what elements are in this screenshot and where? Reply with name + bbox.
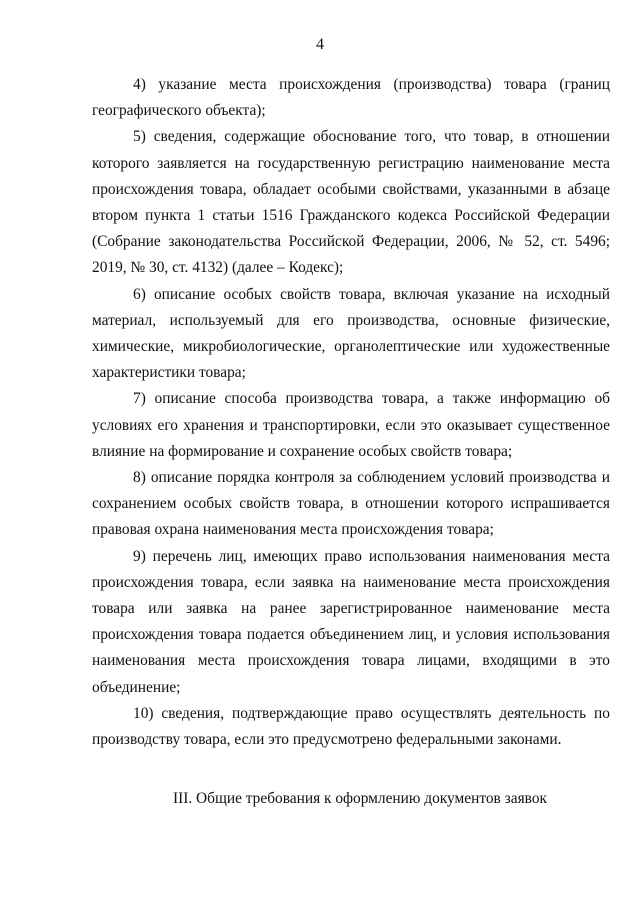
list-item-7: 7) описание способа производства товара, а также информацию об условиях его хранения и транспортировки, если это оказывает существенное влияние на формирование и сохранение особых свойств товара; (92, 390, 610, 460)
document-body (92, 72, 610, 753)
list-item-5: 5) сведения, содержащие обоснование того, что товар, в отношении которого заявляется на государственную регистрацию наименование места происхождения товара, обладает особыми свойствами, указанными в абзаце втором пункта 1 статьи 1516 Гражданского кодекса Российской Федерации (Собрание законодательства Российской Федерации, 2006, № 52, ст. 5496; 2019, № 30, ст. 4132) (далее – Кодекс); (92, 128, 610, 277)
section-heading: III. Общие требования к оформлению документов заявок (172, 790, 547, 807)
list-item-4: 4) указание места происхождения (производства) товара (границ географического объекта); (92, 76, 610, 120)
list-item-6: 6) описание особых свойств товара, включая указание на исходный материал, используемый для его производства, основные физические, химические, микробиологические, органолептические или художественные характеристики товара; (92, 285, 610, 382)
page-number: 4 (316, 36, 324, 53)
list-item-8: 8) описание порядка контроля за соблюдением условий производства и сохранением особых свойств товара, в отношении которого испрашивается правовая охрана наименования места происхождения товара; (92, 469, 610, 539)
list-item-10: 10) сведения, подтверждающие право осуществлять деятельность по производству товара, если это предусмотрено федеральными законами. (92, 704, 610, 749)
list-item-9: 9) перечень лиц, имеющих право использования наименования места происхождения товара, если заявка на наименование места происхождения товара или заявка на ранее зарегистрированное наименование места происхождения товара подается объединением лиц, и условия использования наименования места происхождения товара лицами, входящими в это объединение; (92, 547, 610, 696)
